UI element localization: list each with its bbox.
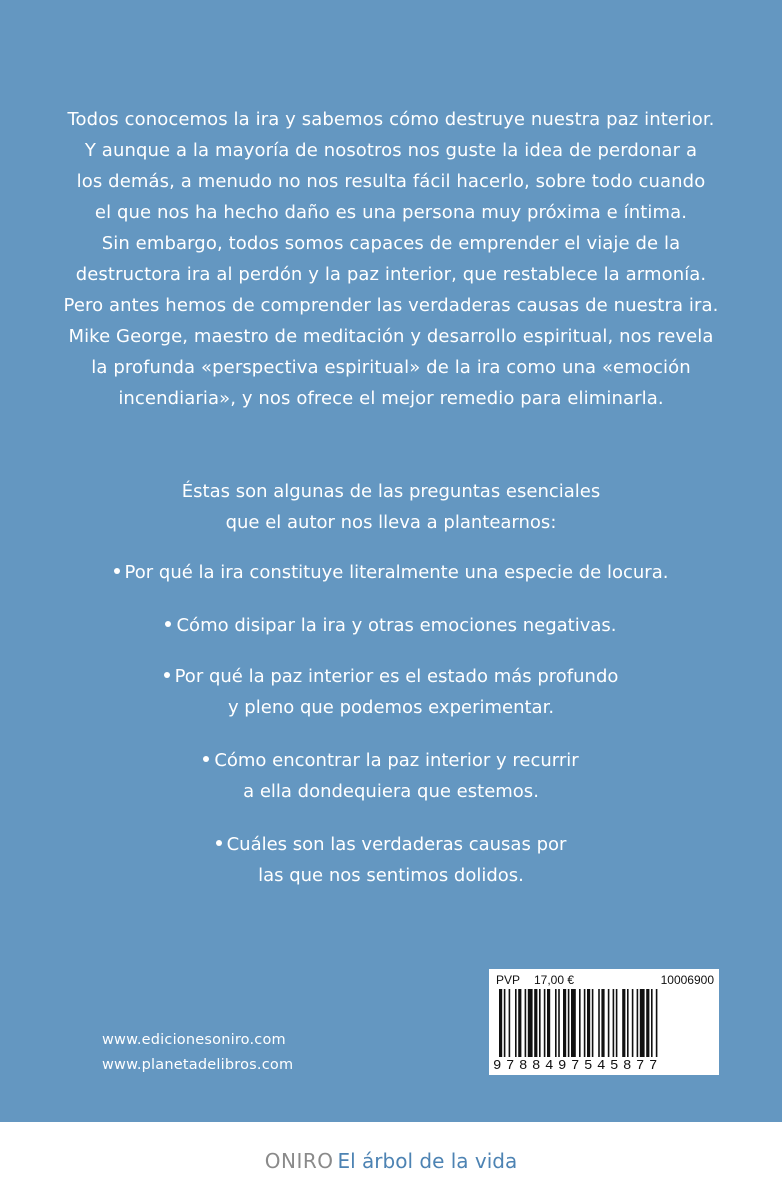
blurb-line: Sin embargo, todos somos capaces de emprender el viaje de la <box>101 233 681 254</box>
barcode-bar <box>504 989 506 1057</box>
barcode-bar <box>555 989 557 1057</box>
website-link[interactable]: www.planetadelibros.com <box>102 1057 294 1073</box>
question-line: Cómo encontrar la paz interior y recurrir <box>214 750 579 771</box>
bullet-icon <box>216 840 222 846</box>
question-line: Cuáles son las verdaderas causas por <box>226 834 567 855</box>
website-link[interactable]: www.edicionesoniro.com <box>102 1032 286 1048</box>
barcode-bar <box>558 989 560 1057</box>
blurb-line: la profunda «perspectiva espiritual» de la ira como una «emoción <box>91 357 691 378</box>
barcode-bar <box>592 989 594 1057</box>
barcode-bar <box>584 989 586 1057</box>
question-line-wrapper <box>40 829 742 860</box>
price-label: PVP <box>496 973 521 987</box>
question-line-wrapper <box>40 610 742 641</box>
question-item <box>40 829 742 891</box>
barcode-bar <box>646 989 649 1057</box>
barcode-bar <box>622 989 625 1057</box>
question-line: y pleno que podemos experimentar. <box>227 697 555 718</box>
bullet-icon <box>114 568 120 574</box>
footer-band <box>0 1122 782 1200</box>
question-item <box>40 661 742 723</box>
bullet-icon <box>165 621 171 627</box>
barcode-bar <box>539 989 541 1057</box>
barcode-bar <box>587 989 590 1057</box>
barcode-bar <box>525 989 527 1057</box>
barcode-bar <box>613 989 615 1057</box>
question-item <box>40 557 742 588</box>
questions-intro-line: que el autor nos lleva a plantearnos: <box>225 512 557 533</box>
barcode-bar <box>598 989 600 1057</box>
blurb-line: el que nos ha hecho daño es una persona muy próxima e íntima. <box>94 202 688 223</box>
barcode-bar <box>499 989 502 1057</box>
questions-intro-line: Éstas son algunas de las preguntas esenciales <box>181 481 601 502</box>
blurb-line: Pero antes hemos de comprender las verdaderas causas de nuestra ira. <box>63 295 719 316</box>
barcode-bar <box>563 989 566 1057</box>
barcode-bar <box>534 989 537 1057</box>
barcode-bars <box>499 989 709 1057</box>
question-line-wrapper <box>40 745 742 776</box>
blurb-line: los demás, a menudo no nos resulta fácil hacerlo, sobre todo cuando <box>76 171 706 192</box>
question-item <box>40 745 742 807</box>
imprint-line <box>0 1149 782 1173</box>
question-line-wrapper <box>40 557 742 588</box>
barcode-bar <box>579 989 581 1057</box>
collection-name: El árbol de la vida <box>337 1149 518 1173</box>
questions-intro <box>40 476 742 538</box>
price-value: 17,00 € <box>534 973 575 987</box>
internal-code: 10006900 <box>660 973 714 987</box>
publisher-name: ONIRO <box>264 1149 334 1173</box>
barcode-bar <box>637 989 639 1057</box>
isbn-digits: 9788497545877 <box>493 1058 663 1074</box>
barcode-bar <box>518 989 521 1057</box>
question-line: a ella dondequiera que estemos. <box>243 781 539 802</box>
barcode-bar <box>547 989 550 1057</box>
question-line: Por qué la paz interior es el estado más profundo <box>174 666 619 687</box>
blurb-line: Todos conocemos la ira y sabemos cómo destruye nuestra paz interior. <box>67 109 715 130</box>
barcode-bar <box>616 989 618 1057</box>
blurb-paragraph <box>40 104 742 414</box>
publisher-websites <box>102 1028 293 1078</box>
barcode-bar <box>608 989 610 1057</box>
bullet-icon <box>164 672 170 678</box>
barcode-bar <box>544 989 546 1057</box>
barcode-bar <box>509 989 511 1057</box>
barcode-bar <box>601 989 604 1057</box>
barcode-bar <box>632 989 634 1057</box>
question-line: Por qué la ira constituye literalmente una especie de locura. <box>124 562 669 583</box>
blurb-line: incendiaria», y nos ofrece el mejor remedio para eliminarla. <box>118 388 664 409</box>
barcode-bar <box>656 989 658 1057</box>
barcode-bar <box>571 989 576 1057</box>
barcode-bar <box>515 989 517 1057</box>
barcode-bar <box>651 989 653 1057</box>
blurb-line: Y aunque a la mayoría de nosotros nos guste la idea de perdonar a <box>84 140 698 161</box>
barcode-bar <box>568 989 570 1057</box>
question-item <box>40 610 742 641</box>
barcode-bar <box>640 989 645 1057</box>
question-line: Cómo disipar la ira y otras emociones negativas. <box>176 615 617 636</box>
question-line-wrapper <box>40 661 742 692</box>
barcode-bar <box>528 989 533 1057</box>
barcode-label <box>489 969 719 1075</box>
question-line: las que nos sentimos dolidos. <box>258 865 524 886</box>
blurb-line: Mike George, maestro de meditación y desarrollo espiritual, nos revela <box>68 326 714 347</box>
bullet-icon <box>203 756 209 762</box>
blurb-line: destructora ira al perdón y la paz interior, que restablece la armonía. <box>75 264 707 285</box>
barcode-bar <box>627 989 629 1057</box>
